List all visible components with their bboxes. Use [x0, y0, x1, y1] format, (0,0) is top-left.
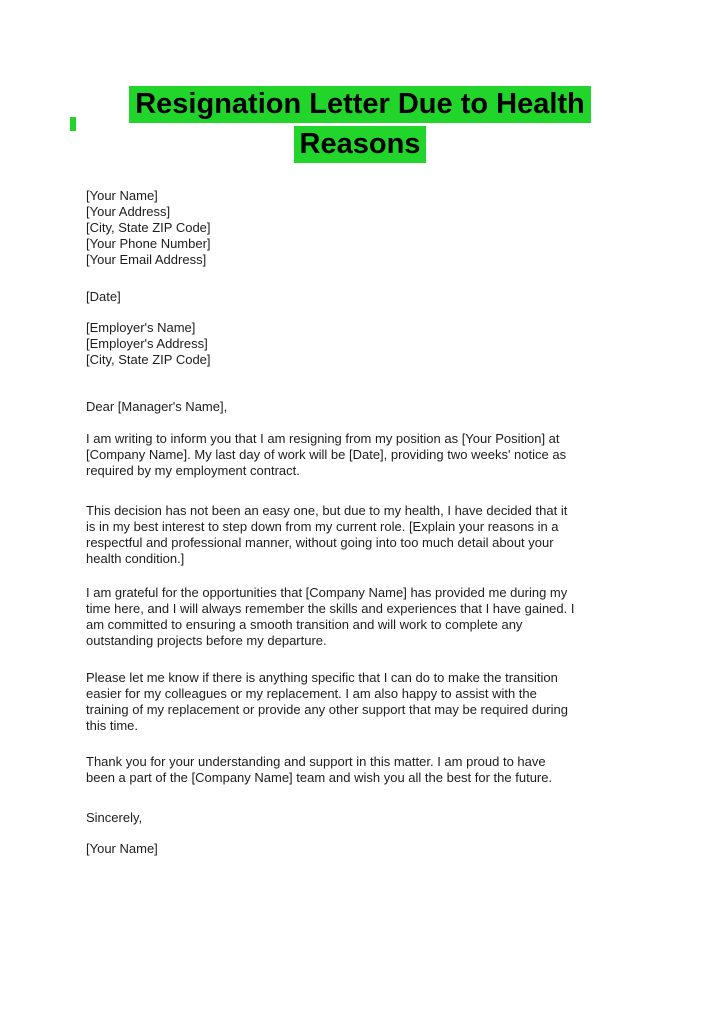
paragraph-line: respectful and professional manner, without going into too much detail about your — [86, 535, 554, 550]
paragraph-line: I am grateful for the opportunities that [Company Name] has provided me during my — [86, 585, 568, 600]
sender-name: [Your Name] — [86, 188, 158, 203]
paragraph-line: [Company Name]. My last day of work will be [Date], providing two weeks' notice as — [86, 447, 567, 462]
sender-email: [Your Email Address] — [86, 252, 207, 267]
paragraph-thanks — [86, 754, 646, 786]
recipient-block — [86, 320, 646, 368]
sender-address: [Your Address] — [86, 204, 171, 219]
sender-phone: [Your Phone Number] — [86, 236, 211, 251]
sender-block — [86, 188, 646, 268]
salutation: Dear [Manager's Name], — [86, 399, 228, 414]
paragraph-line: outstanding projects before my departure. — [86, 633, 327, 648]
paragraph-line: time here, and I will always remember the skills and experiences that I have gained. I — [86, 601, 575, 616]
employer-name: [Employer's Name] — [86, 320, 196, 335]
paragraph-line: is in my best interest to step down from my current role. [Explain your reasons in a — [86, 519, 559, 534]
paragraph-line: required by my employment contract. — [86, 463, 300, 478]
sender-city-state-zip: [City, State ZIP Code] — [86, 220, 211, 235]
page-title-line-1: Resignation Letter Due to Health — [129, 86, 591, 123]
paragraph-line: This decision has not been an easy one, but due to my health, I have decided that it — [86, 503, 568, 518]
paragraph-line: easier for my colleagues or my replacement. I am also happy to assist with the — [86, 686, 537, 701]
paragraph-line: Please let me know if there is anything specific that I can do to make the transition — [86, 670, 558, 685]
employer-city-state-zip: [City, State ZIP Code] — [86, 352, 211, 367]
paragraph-line: I am writing to inform you that I am resigning from my position as [Your Position] at — [86, 431, 560, 446]
paragraph-health-reason — [86, 503, 646, 567]
paragraph-line: Thank you for your understanding and support in this matter. I am proud to have — [86, 754, 546, 769]
paragraph-resignation-notice — [86, 431, 646, 479]
date-line: [Date] — [86, 289, 121, 304]
signature: [Your Name] — [86, 841, 158, 856]
paragraph-gratitude — [86, 585, 646, 649]
page-title-line-2: Reasons — [294, 126, 427, 163]
paragraph-transition-offer — [86, 670, 646, 734]
paragraph-line: this time. — [86, 718, 139, 733]
paragraph-line: training of my replacement or provide any other support that may be required during — [86, 702, 568, 717]
employer-address: [Employer's Address] — [86, 336, 208, 351]
paragraph-line: health condition.] — [86, 551, 185, 566]
letter-body — [86, 188, 646, 857]
page-title — [0, 84, 720, 164]
closing: Sincerely, — [86, 810, 143, 825]
paragraph-line: been a part of the [Company Name] team and wish you all the best for the future. — [86, 770, 553, 785]
paragraph-line: am committed to ensuring a smooth transition and will work to complete any — [86, 617, 523, 632]
